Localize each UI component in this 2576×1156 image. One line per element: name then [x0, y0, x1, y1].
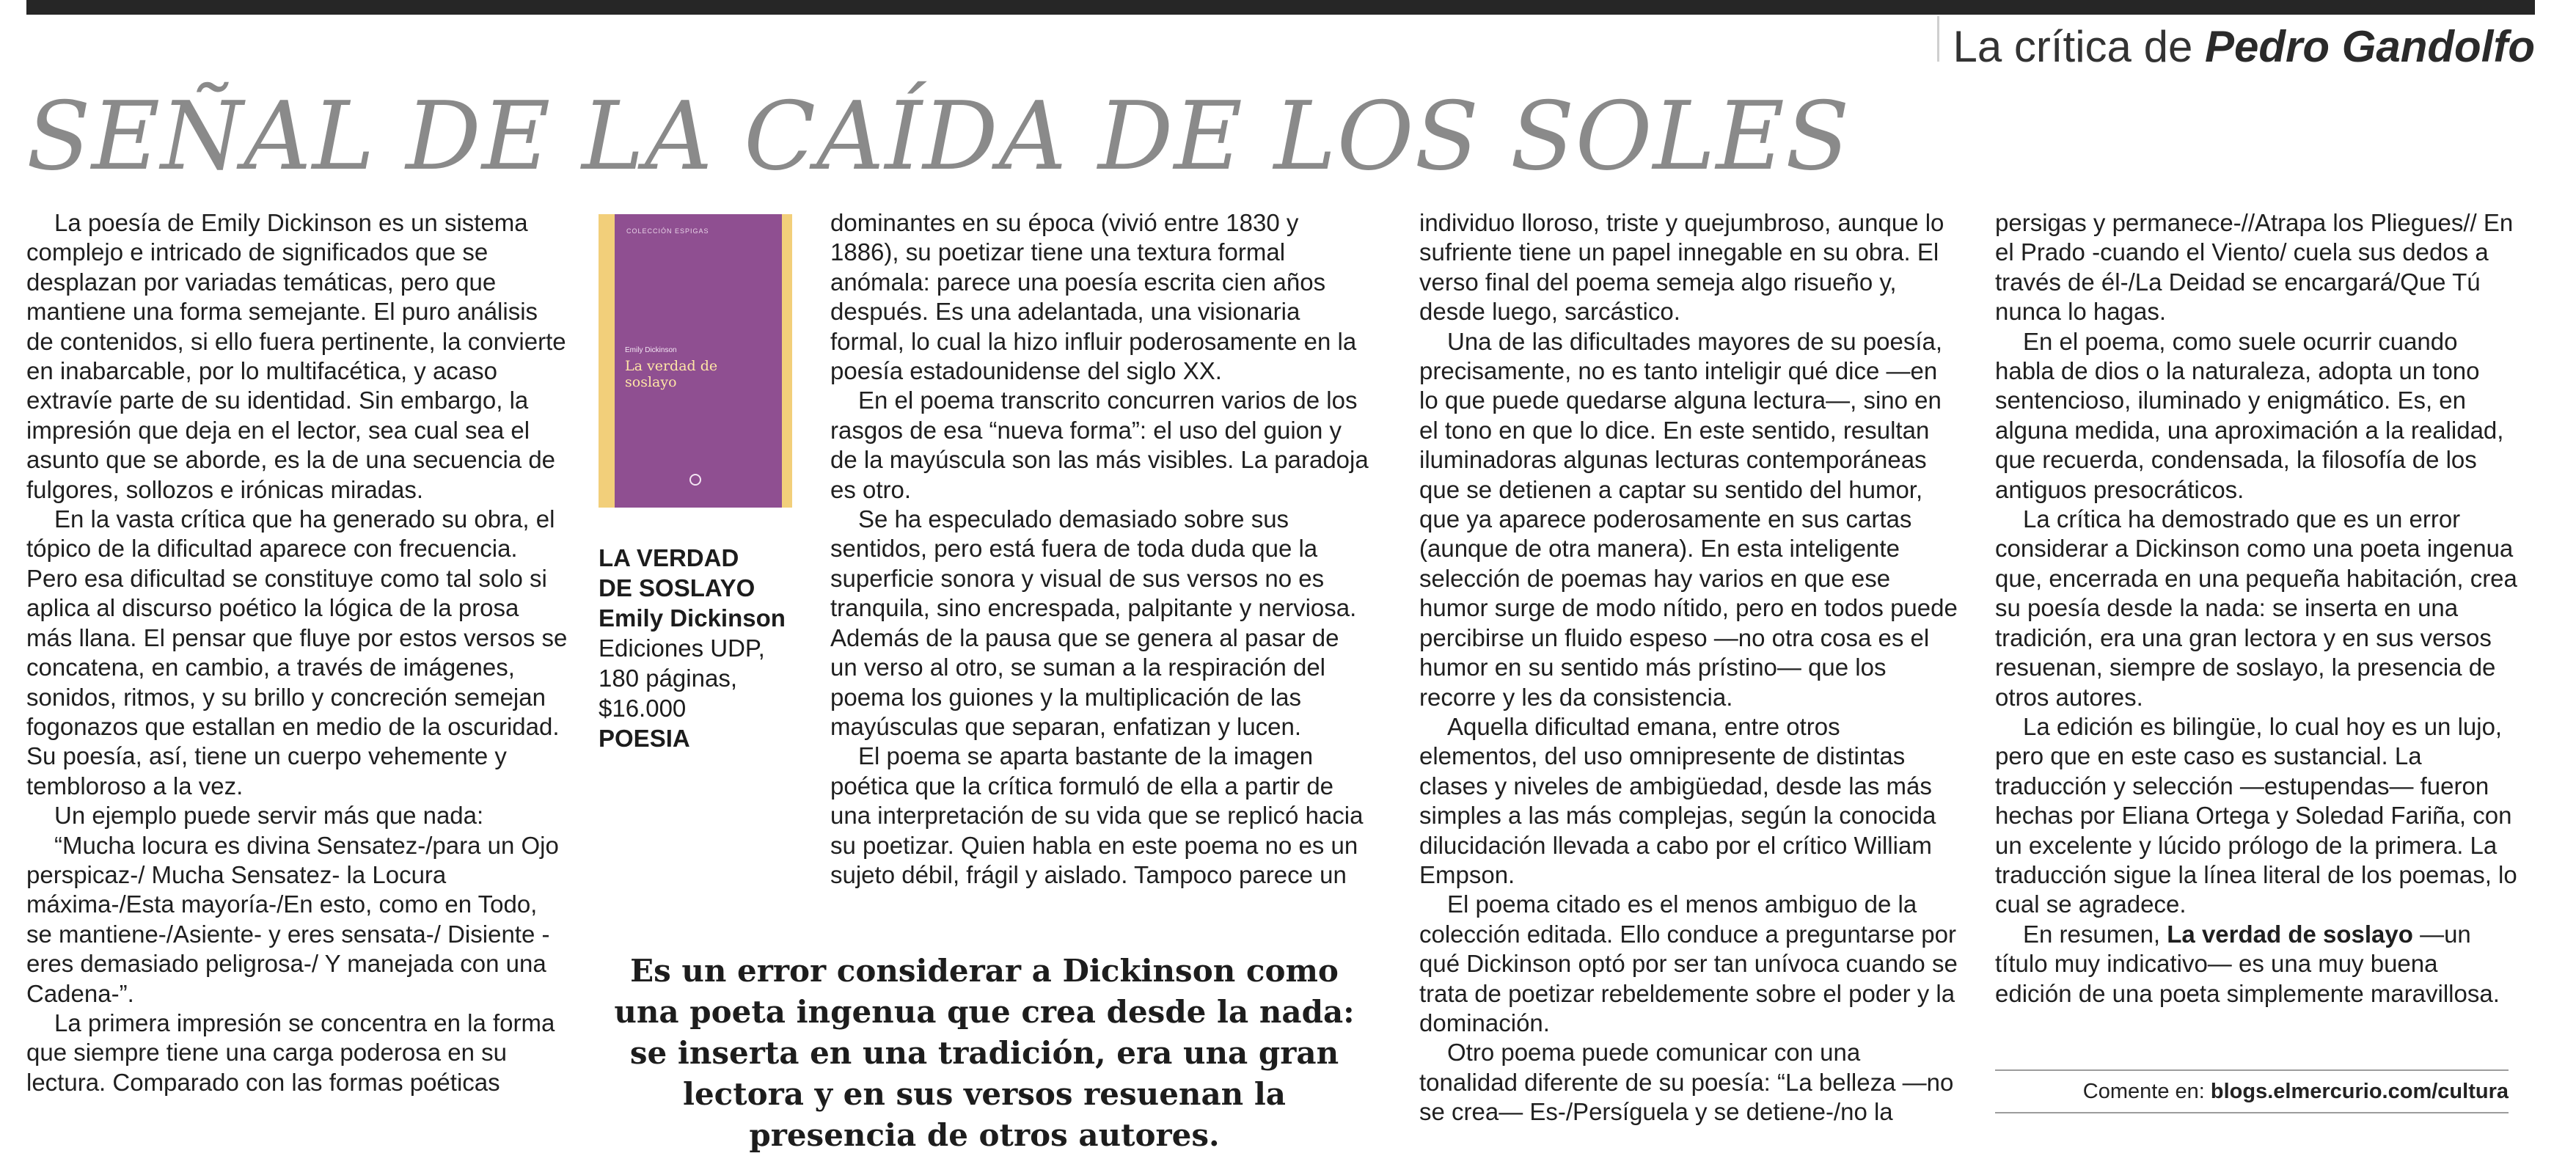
paragraph: La poesía de Emily Dickinson es un sistema complejo e intricado de significados que se desplazan por variadas temáticas, pero que mantiene una forma semejante. El puro análisis de contenidos, si ello fuera pertinente, la convierte en inabarcable, por lo multifacética, y acaso extravíe parte de su identidad. Sin embargo, la impresión que deja en el lector, sea cual sea el asunto que se aborde, es la de una secuencia de fulgores, sollozos e irónicas miradas.: [26, 209, 566, 503]
article-headline: SEÑAL DE LA CAÍDA DE LOS SOLES: [26, 82, 1851, 191]
paragraph: Una de las dificultades mayores de su poesía, precisamente, no es tanto inteligir qué dice —en lo que puede quedarse alguna lectura—, sino en el tono en que lo dice. En este sentido, resultan iluminadoras algunas lecturas contemporáneas que se detienen a captar su sentido del humor, que ya aparece poderosamente en sus cartas (aunque de otra manera). En esta inteligente selección de poemas hay varios en que ese humor surge de modo nítido, pero en todos puede percibirse un fluido espeso —no otra cosa es el humor en su sentido más prístino— que los recorre y les da consistencia.: [1419, 327, 1958, 711]
paragraph: En el poema, como suele ocurrir cuando habla de dios o la naturaleza, adopta un tono sentencioso, iluminado y enigmático. Es, en alguna medida, una aproximación a la realidad, que recuerda, condensada, la filosofía de los antiguos presocráticos.: [1995, 327, 2504, 503]
paragraph: La primera impresión se concentra en la forma que siempre tiene una carga poderosa en su lectura. Comparado con las formas poéticas: [26, 1009, 555, 1096]
paragraph: La edición es bilingüe, lo cual hoy es un lujo, pero que en este caso es sustancial. La traducción y selección —estupendas— fueron hechas por Eliana Ortega y Soledad Fariña, con un excelente y lúcido prólogo de la primera. La traducción sigue la línea literal de los poemas, lo cual se agradece.: [1995, 712, 2517, 918]
book-title-line2: DE SOSLAYO: [599, 574, 755, 601]
paragraph: Aquella dificultad emana, entre otros elementos, del uso omnipresente de distintas clases y niveles de ambigüedad, desde las más simples a las más complejas, según la conocida dilucidación llevada a cabo por el crítico William Empson.: [1419, 712, 1936, 888]
comment-label: Comente en:: [2082, 1080, 2205, 1103]
paragraph: El poema se aparta bastante de la imagen poética que la crítica formuló de ella a partir de una interpretación de su vida que se replicó hacia su poetizar. Quien habla en este poema no es un sujeto débil, frágil y aislado. Tampoco parece un: [830, 742, 1364, 888]
cover-title: La verdad de soslayo: [625, 358, 718, 390]
footer-rule-bottom: [1995, 1112, 2509, 1113]
critic-name: Pedro Gandolfo: [2205, 22, 2535, 71]
paragraph: individuo lloroso, triste y quejumbroso, aunque lo sufriente tiene un papel innegable en su obra. El verso final del poema semeja algo risueño y, desde luego, sarcástico.: [1419, 209, 1944, 326]
cover-author: Emily Dickinson: [625, 346, 677, 354]
article-column-3: [830, 208, 1372, 890]
paragraph: El poema citado es el menos ambiguo de la colección editada. Ello conduce a preguntarse por qué Dickinson optó por ser tan unívoca cuando se trata de poetizar rebeldemente sobre el poder y la dominación.: [1419, 890, 1958, 1036]
book-price: $16.000: [599, 695, 687, 722]
closing-book-title: La verdad de soslayo: [2167, 920, 2413, 948]
publisher-logo-icon: [689, 474, 701, 486]
book-cover-image: [599, 214, 792, 508]
paragraph: En el poema transcrito concurren varios de los rasgos de esa “nueva forma”: el uso del guion y de la mayúscula son las más visibles. La paradoja es otro.: [830, 387, 1369, 503]
book-publisher: Ediciones UDP,: [599, 634, 765, 662]
book-pages: 180 páginas,: [599, 665, 737, 692]
pull-quote: Es un error considerar a Dickinson como una poeta ingenua que crea desde la nada: se inserta en una tradición, era una gran lectora y en sus versos resuenan la presencia de otros autores.: [614, 953, 1355, 1153]
footer-rule-top: [1995, 1069, 2509, 1071]
header-divider: [1937, 16, 1939, 62]
paragraph: Otro poema puede comunicar con una tonalidad diferente de su poesía: “La belleza —no se crea— Es-/Persíguela y se detiene-/no la: [1419, 1039, 1954, 1126]
paragraph: Se ha especulado demasiado sobre sus sentidos, pero está fuera de toda duda que la superficie sonora y visual de sus versos no es tranquila, sino encrespada, palpitante y nerviosa. Además de la pausa que se genera al pasar de un verso al otro, se suman a la respiración del poema los guiones y la multiplicación de las mayúsculas que separan, enfatizan y lucen.: [830, 505, 1357, 740]
book-genre: POESIA: [599, 725, 690, 752]
paragraph: En la vasta crítica que ha generado su obra, el tópico de la dificultad aparece con frecuencia. Pero esa dificultad se constituye como tal solo si aplica al discurso poético la lógica de la prosa más llana. El pensar que fluye por estos versos se concatena, en cambio, a través de imágenes, sonidos, ritmos, y su brillo y concreción semejan fogonazos que estallan en medio de la oscuridad. Su poesía, así, tiene un cuerpo vehemente y tembloroso a la vez.: [26, 505, 568, 800]
paragraph: dominantes en su época (vivió entre 1830 y 1886), su poetizar tiene una textura formal anómala: parece una poesía escrita cien años después. Es una adelantada, una visionaria formal, lo cual la hizo influir poderosamente en la poesía estadounidense del siglo XX.: [830, 209, 1357, 385]
cover-series: COLECCIÓN ESPIGAS: [626, 227, 709, 235]
paragraph: La crítica ha demostrado que es un error considerar a Dickinson como una poeta ingenua que, encerrada en una pequeña habitación, crea su poesía desde la nada: se inserta en una tradición, era una gran lectora y en sus versos resuenan, siempre de soslayo, la presencia de otros autores.: [1995, 505, 2517, 711]
poem-quote: persigas y permanece-//Atrapa los Pliegues// En el Prado -cuando el Viento/ cuela sus dedos a través de él-/La Deidad se encargará/Que Tú nunca lo hagas.: [1995, 209, 2514, 326]
closing-text-pre: En resumen,: [2023, 920, 2161, 948]
critic-byline: [1953, 21, 2535, 73]
article-column-5: [1995, 208, 2517, 1009]
poem-quote: “Mucha locura es divina Sensatez-/para un Ojo perspicaz-/ Mucha Sensatez- la Locura máxima-/Esta mayoría-/En esto, como en Todo, se mantiene-/Asiente- y eres sensata-/ Disiente -eres demasiado peligrosa-/ Y manejada con una Cadena-”.: [26, 831, 559, 1007]
comment-link[interactable]: blogs.elmercurio.com/cultura: [2210, 1080, 2509, 1103]
closing-paragraph: [1995, 920, 2517, 1009]
closing-text-post: —un título muy indicativo— es una muy buena edición de una poeta simplemente maravillosa.: [1995, 920, 2500, 1007]
book-author: Emily Dickinson: [599, 604, 786, 632]
critic-prefix: La crítica de: [1953, 22, 2193, 71]
comment-line: [2083, 1077, 2509, 1106]
article-column-1: [26, 208, 569, 1097]
article-column-4: [1419, 208, 1961, 1127]
paragraph: Un ejemplo puede servir más que nada:: [54, 802, 484, 830]
cover-panel: [615, 214, 782, 508]
book-title-line1: LA VERDAD: [599, 544, 739, 571]
book-info-box: [599, 543, 786, 753]
top-rule: [26, 0, 2535, 15]
